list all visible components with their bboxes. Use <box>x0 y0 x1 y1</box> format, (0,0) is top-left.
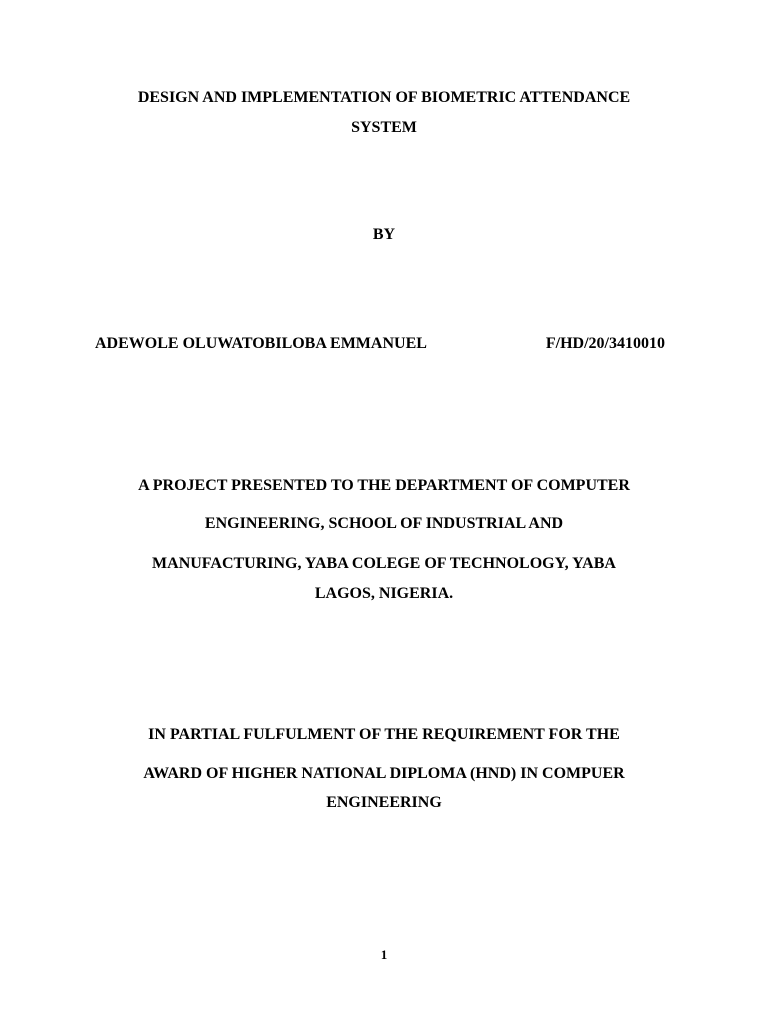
presentation-line-4: LAGOS, NIGERIA. <box>314 585 454 602</box>
page-number: 1 <box>380 947 388 962</box>
author-name: ADEWOLE OLUWATOBILOBA EMMANUEL <box>95 335 427 352</box>
by-label: BY <box>372 226 396 243</box>
presentation-line-3: MANUFACTURING, YABA COLEGE OF TECHNOLOGY, YABA <box>152 555 616 572</box>
presentation-line-1: A PROJECT PRESENTED TO THE DEPARTMENT OF COMPUTER <box>138 477 630 494</box>
title-line-1: DESIGN AND IMPLEMENTATION OF BIOMETRIC ATTENDANCE <box>137 89 631 106</box>
title-line-2: SYSTEM <box>351 119 417 136</box>
presentation-line-2: ENGINEERING, SCHOOL OF INDUSTRIAL AND <box>204 515 564 532</box>
fulfilment-line-3: ENGINEERING <box>326 794 442 811</box>
fulfilment-line-2: AWARD OF HIGHER NATIONAL DIPLOMA (HND) IN COMPUER <box>143 765 625 782</box>
author-matric-number: F/HD/20/3410010 <box>545 335 665 352</box>
author-row <box>95 334 665 354</box>
fulfilment-line-1: IN PARTIAL FULFULMENT OF THE REQUIREMENT FOR THE <box>148 726 620 743</box>
